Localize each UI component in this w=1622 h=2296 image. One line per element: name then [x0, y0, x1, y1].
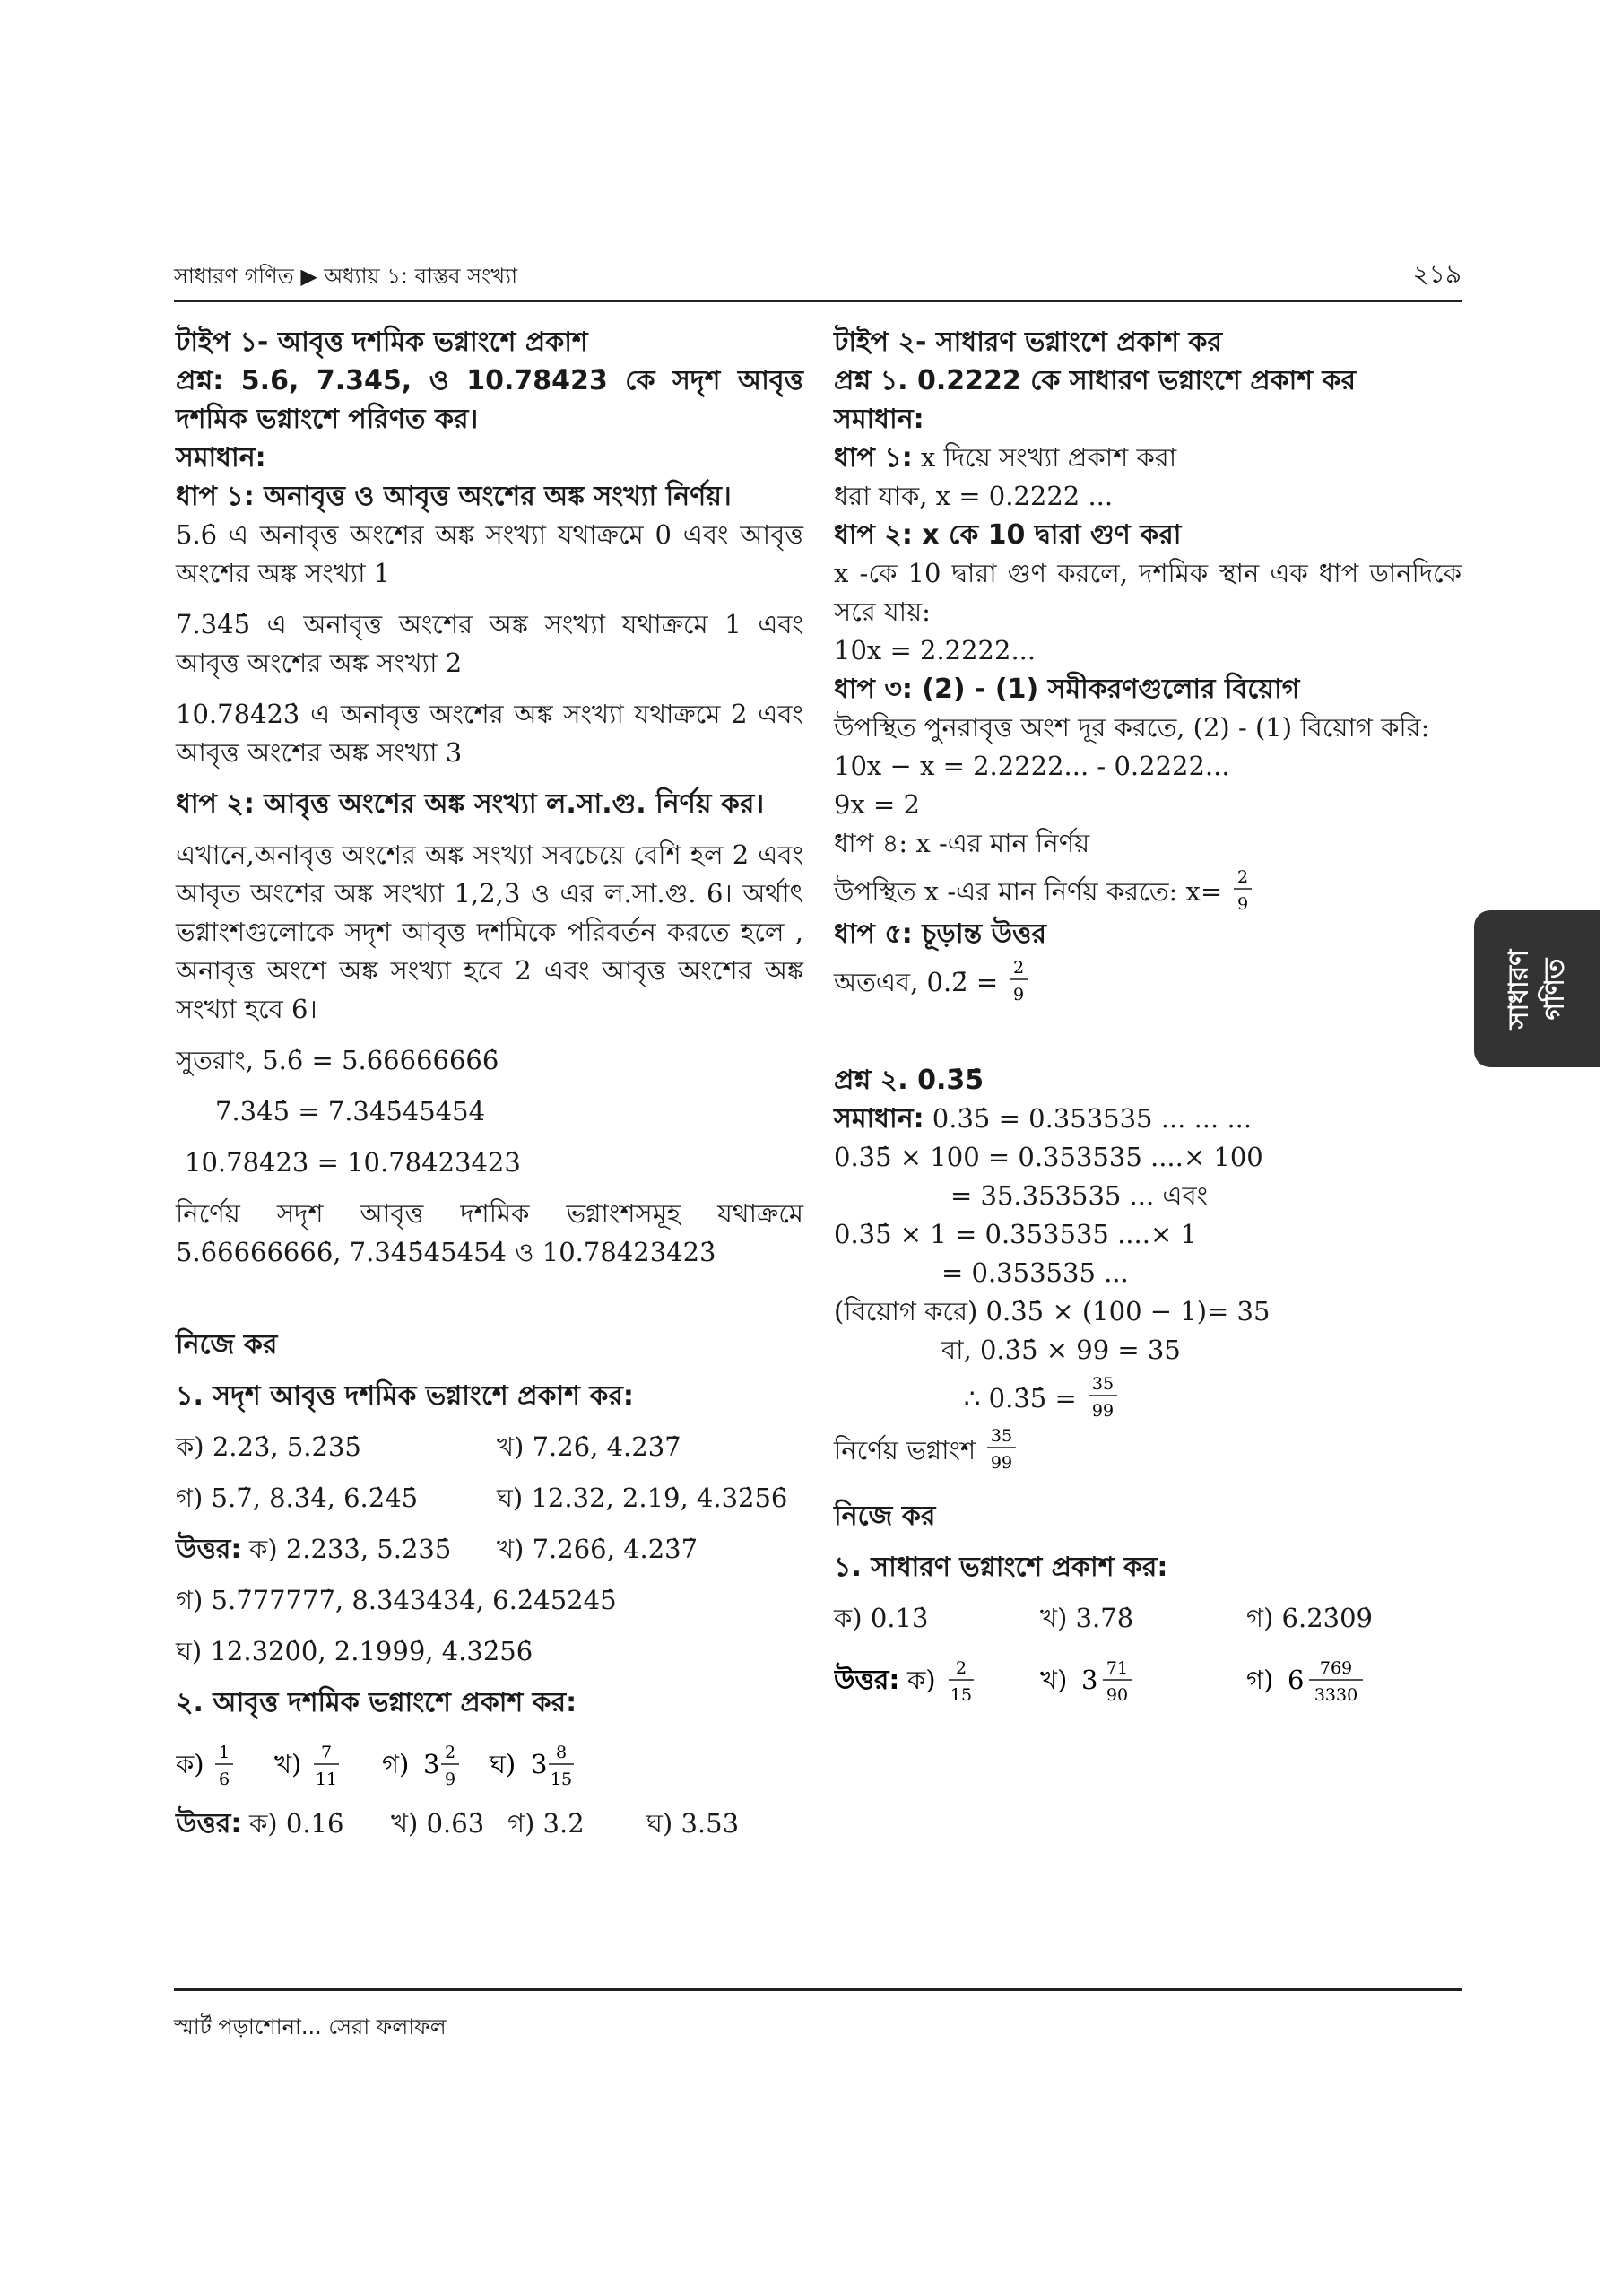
step-1-paragraph-3: 10.784̇23̇ এ অনাবৃত্ত অংশের অঙ্ক সংখ্যা যথাক্রমে 2 এবং আবৃত্ত অংশের অঙ্ক সংখ্যা 3 [176, 699, 803, 768]
practice-2-fractions [176, 1735, 803, 1792]
fraction-denominator: 99 [1091, 1401, 1115, 1421]
solution-2-line: বা, 0.3̇5̇ × 99 = 35 [941, 1335, 1181, 1365]
item-label: ঘ) [490, 1749, 516, 1779]
chapter-side-tab [1474, 910, 1600, 1067]
fraction-whole: 6 [1288, 1665, 1305, 1695]
item-label: ক) [176, 1749, 204, 1779]
step-2-paragraph: এখানে,অনাবৃত্ত অংশের অঙ্ক সংখ্যা সবচেয়ে বেশি হল 2 এবং আবৃত অংশের অঙ্ক সংখ্যা 1,2,3 ও এর ল.সা.গু. 6। অর্থাৎ ভগ্নাংশগুলোকে সদৃশ আবৃত্ত দশমিকে পরিবর্তন করতে হলে , অনাবৃত্ত অংশে অঙ্ক সংখ্যা হবে 2 এবং আবৃত্ত অংশের অঙ্ক সংখ্যা হবে 6। [176, 839, 803, 1024]
step-1-heading: ধাপ ১: অনাবৃত্ত ও আবৃত্ত অংশের অঙ্ক সংখ্যা নির্ণয়। [176, 481, 732, 512]
step-3-paragraph: উপস্থিত পুনরাবৃত্ত অংশ দূর করতে, (2) - (1) বিয়োগ করি: [834, 712, 1430, 743]
fraction-numerator: 35 [1091, 1374, 1115, 1394]
type-title: টাইপ ১- আবৃত্ত দশমিক ভগ্নাংশে প্রকাশ [176, 326, 588, 358]
fraction-denominator: 90 [1106, 1685, 1129, 1705]
fraction-denominator: 99 [991, 1453, 1013, 1473]
answer-label: উত্তর: [834, 1665, 900, 1696]
fraction-numerator: 1 [218, 1743, 230, 1762]
solution-2-result [834, 1370, 1462, 1422]
solution-2-line: = 0.353535 ... [941, 1257, 1129, 1288]
item-label: খ) [1040, 1665, 1068, 1695]
type-title: টাইপ ২- সাধারণ ভগ্নাংশে প্রকাশ কর [834, 326, 1222, 358]
step-1-text: x দিয়ে সংখ্যা প্রকাশ করা [912, 442, 1177, 473]
practice-item: ক) 2.23̇, 5.2̇35̇ [176, 1431, 361, 1462]
question-1: প্রশ্ন ১. 0.2222 কে সাধারণ ভগ্নাংশে প্রকাশ কর [834, 365, 1356, 396]
equation-3: 10.784̇23̇ = 10.784̇23423̇ [185, 1147, 521, 1178]
solution-2-text: 0.3̇5̇ = 0.353535 ... ... ... [924, 1103, 1253, 1134]
fraction-denominator: 15 [550, 1770, 573, 1789]
practice-item: খ) 7.26̇, 4.23̇7̇ [497, 1431, 681, 1462]
fraction [1006, 953, 1033, 1005]
equation-10x: 10x = 2.2222... [834, 635, 1037, 665]
item-label: খ) [274, 1749, 302, 1779]
answer-label: উত্তর: [176, 1808, 242, 1839]
answer-item: ক) 0.16̇ [249, 1808, 344, 1839]
step-1-paragraph-2: 7.34̇5̇ এ অনাবৃত্ত অংশের অঙ্ক সংখ্যা যথাক্রমে 1 এবং আবৃত্ত অংশের অঙ্ক সংখ্যা 2 [176, 609, 803, 678]
practice-1-answer-row-2: গ) 5.7̇77777̇, 8.3̇43434̇, 6.2̇45245̇ [176, 1585, 617, 1615]
equation-subtract: 10x − x = 2.2222... - 0.2222... [834, 751, 1230, 781]
practice-2-title: ২. আবৃত্ত দশমিক ভগ্নাংশে প্রকাশ কর: [176, 1687, 577, 1718]
solution-2-line: 0.3̇5̇ × 100 = 0.353535 ....× 100 [834, 1142, 1263, 1172]
header-breadcrumb: সাধারণ গণিত ▶ অধ্যায় ১: বাস্তব সংখ্যা [174, 264, 518, 289]
fraction-whole: 3 [423, 1749, 440, 1779]
answer-item: ক) 2.233̇, 5.2̇35̇ [249, 1534, 452, 1564]
fraction-denominator: 9 [1013, 985, 1025, 1004]
item-label: গ) [382, 1749, 410, 1779]
item-label: গ) [1246, 1665, 1274, 1695]
fraction-numerator: 2 [1237, 867, 1249, 887]
page-number: ২১৯ [1412, 259, 1462, 289]
answer-item-b [1040, 1658, 1132, 1705]
fraction-numerator: 7 [320, 1743, 333, 1762]
solution-2-label: সমাধান: [834, 1103, 924, 1135]
solution-2 [834, 1100, 1462, 1138]
equation-1: সুতরাং, 5.6̇ = 5.6666666̇6̇ [176, 1045, 499, 1075]
fraction-item-a [176, 1743, 233, 1789]
fraction-whole: 3 [531, 1749, 548, 1779]
step-5-heading: ধাপ ৫: চূড়ান্ত উত্তর [834, 918, 1046, 950]
fraction [984, 1422, 1023, 1474]
let-statement: ধরা যাক, x = 0.2222 ... [834, 481, 1114, 511]
fraction-denominator: 9 [1237, 894, 1249, 914]
final-answer [834, 953, 1462, 1007]
fraction [1085, 1370, 1124, 1422]
practice-1-items [834, 1599, 1462, 1638]
fraction-numerator: 2 [444, 1743, 456, 1762]
answer-item-c [1246, 1658, 1363, 1705]
right-column [834, 323, 1462, 1708]
conclusion: নির্ণেয় সদৃশ আবৃত্ত দশমিক ভগ্নাংশসমূহ যথাক্রমে 5.6̇6666666̇, 7.345̇45454̇ ও 10.784̇23423̇ [176, 1198, 803, 1267]
fraction-numerator: 71 [1106, 1658, 1129, 1678]
fraction-numerator: 2 [955, 1658, 967, 1678]
step-1-label: ধাপ ১: [834, 442, 913, 474]
fraction-item-b [274, 1743, 339, 1789]
step-2-paragraph: x -কে 10 দ্বারা গুণ করলে, দশমিক স্থান এক ধাপ ডানদিকে সরে যায়: [834, 558, 1462, 627]
answer-item-a [906, 1658, 974, 1705]
final-text: নির্ণেয় ভগ্নাংশ [834, 1435, 976, 1465]
answer-item: খ) 7.266̇, 4.23̇7̇ [497, 1534, 698, 1564]
fraction [1230, 863, 1257, 915]
step-2-heading: ধাপ ২: আবৃত্ত অংশের অঙ্ক সংখ্যা ল.সা.গু. নির্ণয় কর। [176, 788, 765, 820]
practice-item: গ) 6.23̇09̇ [1246, 1603, 1374, 1633]
page-header [174, 255, 1462, 302]
practice-title: নিজে কর [176, 1329, 278, 1361]
fraction-denominator: 6 [218, 1770, 230, 1789]
result-text: ∴ 0.3̇5̇ = [964, 1383, 1077, 1413]
fraction-denominator: 3330 [1314, 1685, 1358, 1705]
fraction-item-d [489, 1743, 574, 1789]
answer-item: খ) 0.6̇3̇ [391, 1808, 485, 1839]
fraction-numerator: 2 [1013, 958, 1025, 978]
equation-2: 7.34̇5̇ = 7.345̇45454̇ [215, 1096, 486, 1126]
page-footer [174, 1988, 1462, 2039]
practice-1-title: ১. সদৃশ আবৃত্ত দশমিক ভগ্নাংশে প্রকাশ কর: [176, 1380, 634, 1412]
footer-tagline: স্মার্ট পড়াশোনা... সেরা ফলাফল [174, 2014, 447, 2039]
step-4-paragraph [834, 863, 1462, 915]
step-3-heading: ধাপ ৩: (2) - (1) সমীকরণগুলোর বিয়োগ [834, 674, 1300, 705]
fraction-numerator: 8 [555, 1743, 568, 1762]
solution-label: সমাধান: [176, 442, 266, 474]
step-1 [834, 439, 1462, 477]
solution-2-line: = 35.353535 ... এবং [950, 1180, 1209, 1211]
side-tab-label: সাধারণ গণিত [1503, 949, 1570, 1029]
fraction-numerator: 35 [991, 1426, 1013, 1446]
fraction-item-c [382, 1743, 459, 1789]
practice-item: ক) 0.13̇ [834, 1603, 929, 1633]
question-2: প্রশ্ন ২. 0.3̇5̇ [834, 1065, 984, 1096]
left-column [176, 323, 803, 1843]
answer-item: গ) 3.2̇ [507, 1808, 585, 1839]
solution-2-final [834, 1422, 1462, 1474]
fraction-whole: 3 [1081, 1665, 1098, 1695]
answer-fractions [834, 1650, 1462, 1708]
step-4-text: উপস্থিত x -এর মান নির্ণয় করতে: x= [834, 876, 1223, 907]
practice-item: গ) 5.7̇, 8.3̇4̇, 6.2̇45̇ [176, 1483, 419, 1513]
item-label: ক) [907, 1665, 936, 1695]
practice-1-answer-row-3: ঘ) 12.320̇0̇, 2.199̇9̇, 4.32̇56̇ [176, 1636, 533, 1666]
practice-1-answer-row-1 [176, 1530, 803, 1569]
practice-2-answers [176, 1805, 803, 1843]
fraction-denominator: 9 [444, 1770, 456, 1789]
practice-item: খ) 3.78̇ [1040, 1603, 1134, 1633]
solution-label: সমাধান: [834, 404, 924, 435]
step-2-heading: ধাপ ২: x কে 10 দ্বারা গুণ করা [834, 519, 1182, 551]
practice-1-answers [834, 1650, 1462, 1708]
solution-2-line: 0.3̇5̇ × 1 = 0.353535 ....× 1 [834, 1219, 1197, 1249]
solution-2-line: (বিয়োগ করে) 0.3̇5̇ × (100 − 1)= 35 [834, 1296, 1271, 1326]
fraction-denominator: 11 [315, 1770, 338, 1789]
answer-item: ঘ) 3.53̇ [646, 1808, 740, 1839]
equation-9x: 9x = 2 [834, 789, 920, 820]
final-text: অতএব, 0.2̄ = [834, 967, 999, 997]
step-1-paragraph-1: 5.6̇ এ অনাবৃত্ত অংশের অঙ্ক সংখ্যা যথাক্রমে 0 এবং আবৃত্ত অংশের অঙ্ক সংখ্যা 1 [176, 519, 803, 588]
practice-2-items [176, 1735, 803, 1792]
practice-1-row-2 [176, 1479, 803, 1518]
fraction-numerator: 769 [1319, 1658, 1353, 1678]
practice-1-title: ১. সাধারণ ভগ্নাংশে প্রকাশ কর: [834, 1552, 1168, 1583]
question: প্রশ্ন: 5.6̇, 7.34̇5̇, ও 10.784̇23̇ কে সদৃশ আবৃত্ত দশমিক ভগ্নাংশে পরিণত কর। [176, 365, 803, 435]
practice-1-row-1 [176, 1428, 803, 1466]
fraction-denominator: 15 [950, 1685, 973, 1705]
practice-title: নিজে কর [834, 1500, 936, 1532]
answer-label: উত্তর: [176, 1534, 242, 1565]
practice-item: ঘ) 12.32, 2.19̇, 4.32̇56̇ [497, 1483, 788, 1513]
step-4-heading: ধাপ ৪: x -এর মান নির্ণয় [834, 828, 1090, 858]
